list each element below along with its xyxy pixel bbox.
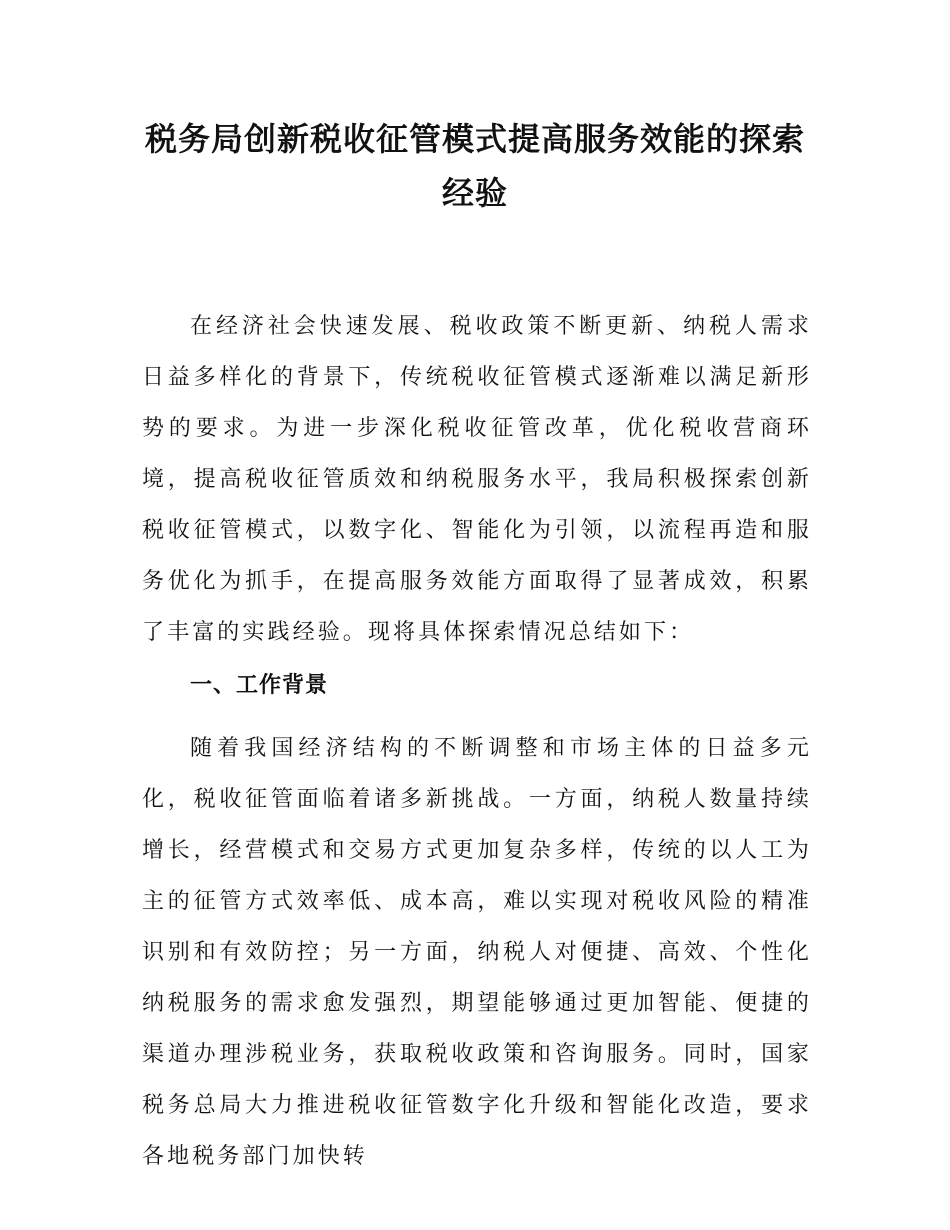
section-heading: 一、工作背景 [190,673,329,698]
intro-paragraph: 在经济社会快速发展、税收政策不断更新、纳税人需求日益多样化的背景下，传统税收征管模式逐渐难以满足新形势的要求。为进一步深化税收征管改革，优化税收营商环境，提高税收征管质效和纳税服务水平，我局积极探索创新税收征管模式，以数字化、智能化为引领，以流程再造和服务优化为抓手，在提高服务效能方面取得了显著成效，积累了丰富的实践经验。现将具体探索情况总结如下： [142,314,812,645]
background-paragraph: 随着我国经济结构的不断调整和市场主体的日益多元化，税收征管面临着诸多新挑战。一方面，纳税人数量持续增长，经营模式和交易方式更加复杂多样，传统的以人工为主的征管方式效率低、成本高，难以实现对税收风险的精准识别和有效防控；另一方面，纳税人对便捷、高效、个性化纳税服务的需求愈发强烈，期望能够通过更加智能、便捷的渠道办理涉税业务，获取税收政策和咨询服务。同时，国家税务总局大力推进税收征管数字化升级和智能化改造，要求各地税务部门加快转 [142,736,812,1169]
document-title: 税务局创新税收征管模式提高服务效能的探索经验 [144,120,805,212]
